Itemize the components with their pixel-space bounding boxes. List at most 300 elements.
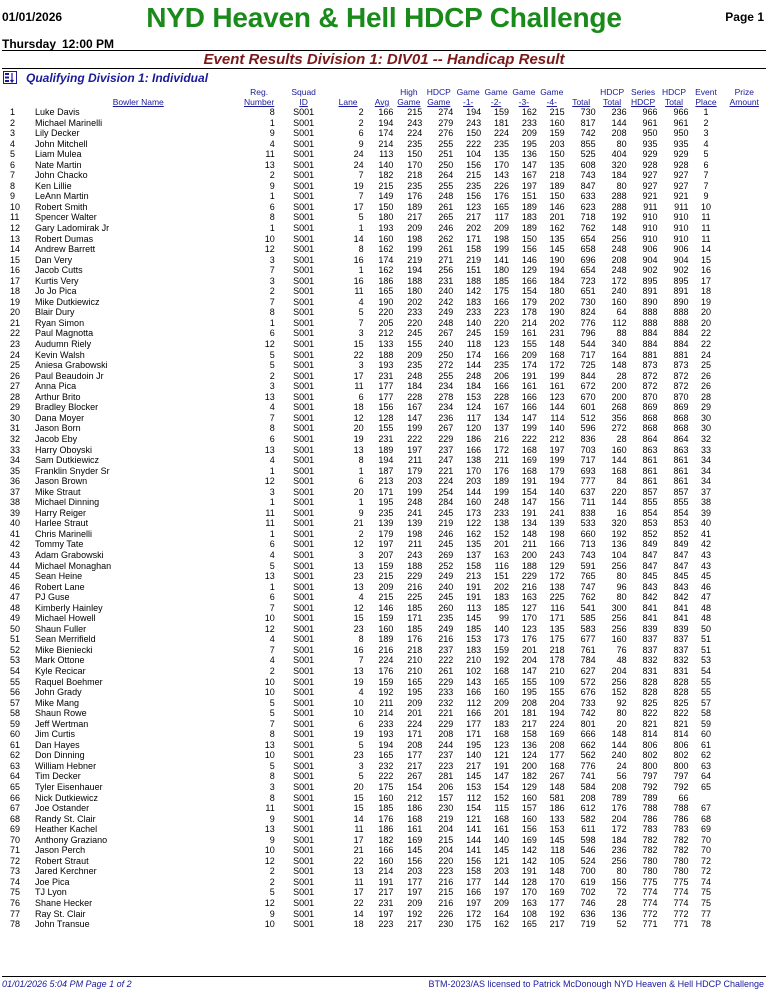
cell-bowler-name: Spencer Walter bbox=[35, 212, 97, 223]
cell-hdcp-total-2: 868 bbox=[673, 412, 689, 423]
cell-game-4: 218 bbox=[549, 644, 565, 655]
cell-game-2: 154 bbox=[493, 782, 509, 792]
cell-game-1: 213 bbox=[466, 571, 482, 582]
cell-game-1: 145 bbox=[466, 771, 482, 782]
cell-high-game: 209 bbox=[407, 898, 423, 909]
cell-hdcp-game: 267 bbox=[438, 328, 454, 339]
cell-hdcp-total-2: 910 bbox=[673, 223, 689, 234]
cell-squad-id: S001 bbox=[293, 782, 315, 792]
cell-total: 776 bbox=[580, 317, 596, 328]
cell-avg: 162 bbox=[378, 244, 394, 255]
cell-squad-id: S001 bbox=[293, 824, 315, 835]
table-row bbox=[0, 255, 766, 266]
cell-hdcp-total-2: 782 bbox=[673, 834, 689, 845]
cell-lane: 13 bbox=[353, 866, 364, 877]
cell-reg-number: 1 bbox=[269, 581, 275, 592]
cell-series-hdcp: 870 bbox=[642, 391, 658, 402]
cell-lane: 1 bbox=[358, 465, 364, 476]
table-row bbox=[0, 339, 766, 350]
cell-prize-amount bbox=[723, 708, 766, 719]
col-series-hdcp: Series HDCP bbox=[631, 87, 656, 107]
cell-total: 660 bbox=[580, 528, 596, 539]
cell-prize-amount bbox=[723, 687, 766, 698]
cell-game-2: 121 bbox=[493, 750, 509, 761]
cell-hdcp-total-2: 869 bbox=[673, 402, 689, 413]
cell-avg: 214 bbox=[378, 138, 394, 149]
cell-squad-id: S001 bbox=[293, 149, 315, 160]
cell-hdcp-total: 148 bbox=[611, 360, 627, 371]
cell-avg: 192 bbox=[378, 687, 394, 698]
cell-series-hdcp: 845 bbox=[642, 571, 658, 582]
cell-bowler-name: Nate Martin bbox=[35, 159, 82, 170]
cell-event-place: 45 bbox=[701, 571, 712, 582]
cell-event-place: 75 bbox=[701, 887, 712, 898]
cell-game-2: 223 bbox=[493, 307, 509, 318]
cell-lane: 9 bbox=[358, 138, 364, 149]
cell-series-hdcp: 774 bbox=[642, 887, 658, 898]
cell-lane: 16 bbox=[353, 254, 364, 265]
cell-hdcp-game: 240 bbox=[438, 286, 454, 297]
cell-hdcp-game: 246 bbox=[438, 528, 454, 539]
cell-hdcp-total: 200 bbox=[611, 391, 627, 402]
cell-prize-amount bbox=[723, 645, 766, 656]
cell-game-4: 150 bbox=[549, 149, 565, 160]
cell-game-2: 170 bbox=[493, 159, 509, 170]
table-row bbox=[0, 318, 766, 329]
cell-total: 762 bbox=[580, 592, 596, 603]
col-total: Total bbox=[572, 97, 591, 107]
cell-rank: 39 bbox=[10, 507, 21, 518]
cell-bowler-name: Mike Straut bbox=[35, 486, 81, 497]
cell-hdcp-total-2: 845 bbox=[673, 571, 689, 582]
cell-avg: 232 bbox=[378, 760, 394, 771]
cell-game-1: 243 bbox=[466, 117, 482, 128]
cell-bowler-name: Joe Pica bbox=[35, 876, 70, 887]
cell-avg: 215 bbox=[378, 571, 394, 582]
cell-avg: 193 bbox=[378, 729, 394, 740]
cell-squad-id: S001 bbox=[293, 528, 315, 539]
cell-avg: 216 bbox=[378, 644, 394, 655]
cell-rank: 30 bbox=[10, 412, 21, 423]
cell-high-game: 197 bbox=[407, 887, 423, 898]
cell-lane: 12 bbox=[353, 412, 364, 423]
cell-rank: 74 bbox=[10, 876, 21, 887]
cell-high-game: 189 bbox=[407, 201, 423, 212]
cell-bowler-name: Franklin Snyder Sr bbox=[35, 465, 110, 476]
cell-hdcp-total-2: 774 bbox=[673, 898, 689, 909]
cell-high-game: 194 bbox=[407, 265, 423, 276]
table-row bbox=[0, 687, 766, 698]
cell-hdcp-total-2: 780 bbox=[673, 855, 689, 866]
cell-event-place: 61 bbox=[701, 739, 712, 750]
cell-game-1: 166 bbox=[466, 687, 482, 698]
cell-event-place: 34 bbox=[701, 465, 712, 476]
cell-series-hdcp: 782 bbox=[642, 845, 658, 856]
cell-prize-amount bbox=[723, 487, 766, 498]
cell-reg-number: 1 bbox=[269, 117, 275, 128]
cell-avg: 186 bbox=[378, 824, 394, 835]
cell-series-hdcp: 929 bbox=[642, 149, 658, 160]
table-row bbox=[0, 835, 766, 846]
cell-game-1: 138 bbox=[466, 455, 482, 466]
cell-game-3: 147 bbox=[521, 159, 537, 170]
cell-total: 584 bbox=[580, 782, 596, 792]
cell-game-1: 191 bbox=[466, 592, 482, 603]
cell-hdcp-total-2: 786 bbox=[673, 813, 689, 824]
cell-game-4: 146 bbox=[549, 201, 565, 212]
cell-game-3: 147 bbox=[521, 412, 537, 423]
cell-game-1: 144 bbox=[466, 360, 482, 371]
cell-event-place: 41 bbox=[701, 528, 712, 539]
cell-hdcp-total-2: 849 bbox=[673, 539, 689, 550]
cell-game-2: 137 bbox=[493, 423, 509, 434]
cell-hdcp-total-2: 857 bbox=[673, 486, 689, 497]
cell-game-2: 189 bbox=[493, 476, 509, 487]
cell-game-3: 170 bbox=[521, 613, 537, 624]
cell-game-4: 177 bbox=[549, 750, 565, 761]
cell-game-1: 171 bbox=[466, 233, 482, 244]
cell-game-1: 124 bbox=[466, 402, 482, 413]
cell-bowler-name: Lily Decker bbox=[35, 128, 80, 139]
cell-hdcp-total: 256 bbox=[611, 676, 627, 687]
cell-game-4: 155 bbox=[549, 687, 565, 698]
cell-rank: 1 bbox=[10, 107, 16, 117]
cell-high-game: 210 bbox=[407, 665, 423, 676]
cell-avg: 233 bbox=[378, 718, 394, 729]
cell-bowler-name: Paul Beaudoin Jr bbox=[35, 370, 104, 381]
cell-game-4: 218 bbox=[549, 170, 565, 181]
cell-game-1: 143 bbox=[466, 676, 482, 687]
cell-hdcp-game: 224 bbox=[438, 476, 454, 487]
cell-reg-number: 12 bbox=[264, 244, 275, 255]
cell-event-place: 72 bbox=[701, 866, 712, 877]
cell-game-3: 160 bbox=[521, 792, 537, 803]
cell-game-1: 191 bbox=[466, 581, 482, 592]
cell-rank: 21 bbox=[10, 317, 21, 328]
cell-reg-number: 2 bbox=[269, 370, 275, 381]
cell-rank: 61 bbox=[10, 739, 21, 750]
cell-prize-amount bbox=[723, 434, 766, 445]
cell-series-hdcp: 849 bbox=[642, 539, 658, 550]
cell-hdcp-total: 320 bbox=[611, 159, 627, 170]
cell-total: 533 bbox=[580, 518, 596, 529]
cell-event-place: 47 bbox=[701, 592, 712, 603]
cell-hdcp-game: 240 bbox=[438, 581, 454, 592]
cell-hdcp-game: 249 bbox=[438, 623, 454, 634]
cell-hdcp-game: 234 bbox=[438, 381, 454, 392]
cell-reg-number: 1 bbox=[269, 465, 275, 476]
cell-hdcp-total: 136 bbox=[611, 539, 627, 550]
cell-total: 702 bbox=[580, 887, 596, 898]
cell-bowler-name: LeAnn Martin bbox=[35, 191, 89, 202]
cell-hdcp-game: 250 bbox=[438, 349, 454, 360]
table-row bbox=[0, 793, 766, 804]
cell-game-3: 179 bbox=[521, 296, 537, 307]
cell-hdcp-game: 226 bbox=[438, 908, 454, 919]
cell-avg: 209 bbox=[378, 581, 394, 592]
cell-reg-number: 7 bbox=[269, 602, 275, 613]
table-row bbox=[0, 360, 766, 371]
cell-prize-amount bbox=[723, 698, 766, 709]
cell-event-place: 75 bbox=[701, 898, 712, 909]
cell-high-game: 216 bbox=[407, 581, 423, 592]
cell-game-4: 139 bbox=[549, 518, 565, 529]
cell-series-hdcp: 927 bbox=[642, 170, 658, 181]
cell-bowler-name: Robert Dumas bbox=[35, 233, 94, 244]
cell-hdcp-total-2: 774 bbox=[673, 887, 689, 898]
cell-avg: 171 bbox=[378, 486, 394, 497]
col-game-1: Game -1- bbox=[456, 87, 480, 107]
cell-bowler-name: Gary Ladomirak Jr bbox=[35, 223, 110, 234]
cell-squad-id: S001 bbox=[293, 360, 315, 371]
cell-series-hdcp: 861 bbox=[642, 476, 658, 487]
cell-series-hdcp: 825 bbox=[642, 697, 658, 708]
cell-game-1: 219 bbox=[466, 254, 482, 265]
cell-bowler-name: John Grady bbox=[35, 687, 82, 698]
cell-rank: 64 bbox=[10, 771, 21, 782]
cell-prize-amount bbox=[723, 835, 766, 846]
cell-event-place: 15 bbox=[701, 254, 712, 265]
cell-prize-amount bbox=[723, 360, 766, 371]
cell-high-game: 188 bbox=[407, 275, 423, 286]
cell-bowler-name: Mike Mang bbox=[35, 697, 80, 708]
cell-reg-number: 9 bbox=[269, 180, 275, 191]
cell-game-4: 140 bbox=[549, 423, 565, 434]
cell-total: 585 bbox=[580, 613, 596, 624]
cell-lane: 11 bbox=[354, 876, 364, 887]
cell-high-game: 209 bbox=[407, 697, 423, 708]
cell-rank: 53 bbox=[10, 655, 21, 666]
cell-game-3: 151 bbox=[521, 191, 537, 202]
cell-event-place: 24 bbox=[701, 349, 712, 360]
cell-series-hdcp: 881 bbox=[642, 349, 658, 360]
cell-avg: 186 bbox=[378, 275, 394, 286]
cell-hdcp-total: 80 bbox=[616, 138, 627, 149]
cell-avg: 176 bbox=[378, 665, 394, 676]
cell-high-game: 220 bbox=[407, 317, 423, 328]
cell-game-4: 199 bbox=[549, 370, 565, 381]
cell-hdcp-game: 229 bbox=[438, 676, 454, 687]
cell-game-3: 199 bbox=[521, 423, 537, 434]
cell-avg: 231 bbox=[378, 370, 394, 381]
cell-hdcp-total: 96 bbox=[616, 581, 627, 592]
cell-hdcp-total-2: 771 bbox=[673, 919, 689, 930]
cell-hdcp-game: 249 bbox=[438, 571, 454, 582]
cell-rank: 51 bbox=[10, 634, 21, 645]
cell-prize-amount bbox=[723, 613, 766, 624]
cell-prize-amount bbox=[723, 212, 766, 223]
cell-reg-number: 3 bbox=[269, 381, 275, 392]
cell-avg: 194 bbox=[378, 455, 394, 466]
cell-game-3: 156 bbox=[521, 244, 537, 255]
cell-rank: 77 bbox=[10, 908, 21, 919]
cell-reg-number: 7 bbox=[269, 718, 275, 729]
cell-reg-number: 9 bbox=[269, 813, 275, 824]
cell-game-4: 123 bbox=[549, 391, 565, 402]
cell-hdcp-total: 144 bbox=[611, 455, 627, 466]
cell-lane: 1 bbox=[358, 265, 364, 276]
cell-game-1: 184 bbox=[466, 381, 482, 392]
cell-bowler-name: Jim Curtis bbox=[35, 729, 76, 740]
cell-avg: 155 bbox=[378, 423, 394, 434]
cell-rank: 19 bbox=[10, 296, 21, 307]
cell-hdcp-game: 235 bbox=[438, 613, 454, 624]
cell-game-3: 161 bbox=[521, 328, 537, 339]
cell-bowler-name: Randy St. Clair bbox=[35, 813, 96, 824]
cell-total: 761 bbox=[580, 644, 596, 655]
cell-high-game: 150 bbox=[407, 149, 423, 160]
cell-lane: 20 bbox=[353, 782, 364, 792]
cell-total: 776 bbox=[580, 760, 596, 771]
cell-game-3: 189 bbox=[521, 223, 537, 234]
cell-series-hdcp: 927 bbox=[642, 180, 658, 191]
cell-game-4: 160 bbox=[549, 117, 565, 128]
cell-lane: 23 bbox=[353, 571, 364, 582]
table-row bbox=[0, 476, 766, 487]
cell-hdcp-total-2: 895 bbox=[673, 275, 689, 286]
sort-icon[interactable] bbox=[3, 71, 17, 84]
cell-game-1: 144 bbox=[466, 834, 482, 845]
cell-game-2: 201 bbox=[493, 539, 509, 550]
cell-hdcp-total: 248 bbox=[611, 265, 627, 276]
cell-series-hdcp: 814 bbox=[642, 729, 658, 740]
cell-series-hdcp: 842 bbox=[642, 592, 658, 603]
cell-series-hdcp: 861 bbox=[642, 465, 658, 476]
cell-total: 742 bbox=[580, 128, 596, 139]
table-row bbox=[0, 466, 766, 477]
cell-series-hdcp: 868 bbox=[642, 423, 658, 434]
cell-hdcp-game: 234 bbox=[438, 402, 454, 413]
cell-lane: 2 bbox=[358, 528, 364, 539]
cell-event-place: 26 bbox=[701, 381, 712, 392]
cell-squad-id: S001 bbox=[293, 845, 315, 856]
cell-series-hdcp: 868 bbox=[642, 412, 658, 423]
cell-game-1: 166 bbox=[466, 444, 482, 455]
cell-lane: 17 bbox=[353, 887, 364, 898]
table-row bbox=[0, 202, 766, 213]
cell-prize-amount bbox=[723, 529, 766, 540]
cell-total: 611 bbox=[581, 824, 596, 835]
table-row bbox=[0, 771, 766, 782]
cell-series-hdcp: 884 bbox=[642, 339, 658, 350]
cell-prize-amount bbox=[723, 729, 766, 740]
cell-hdcp-total: 404 bbox=[611, 149, 627, 160]
cell-reg-number: 11 bbox=[265, 149, 275, 160]
cell-high-game: 224 bbox=[407, 128, 423, 139]
cell-avg: 165 bbox=[378, 750, 394, 761]
cell-bowler-name: Dan Hayes bbox=[35, 739, 80, 750]
cell-hdcp-total-2: 825 bbox=[673, 697, 689, 708]
cell-game-4: 201 bbox=[549, 212, 565, 223]
cell-bowler-name: Adam Grabowski bbox=[35, 549, 104, 560]
cell-prize-amount bbox=[723, 128, 766, 139]
cell-game-1: 217 bbox=[466, 760, 482, 771]
cell-total: 544 bbox=[580, 339, 596, 350]
cell-game-3: 169 bbox=[521, 834, 537, 845]
cell-game-1: 215 bbox=[466, 170, 482, 181]
cell-squad-id: S001 bbox=[293, 602, 315, 613]
cell-squad-id: S001 bbox=[293, 887, 315, 898]
cell-total: 541 bbox=[580, 602, 596, 613]
cell-squad-id: S001 bbox=[293, 898, 315, 909]
cell-rank: 63 bbox=[10, 760, 21, 771]
cell-total: 591 bbox=[580, 560, 596, 571]
cell-reg-number: 4 bbox=[269, 402, 275, 413]
cell-avg: 113 bbox=[379, 149, 394, 160]
cell-prize-amount bbox=[723, 898, 766, 909]
cell-high-game: 229 bbox=[407, 571, 423, 582]
cell-bowler-name: Kurtis Very bbox=[35, 275, 79, 286]
cell-hdcp-total: 288 bbox=[611, 201, 627, 212]
cell-reg-number: 4 bbox=[269, 138, 275, 149]
table-row bbox=[0, 782, 766, 793]
cell-lane: 13 bbox=[353, 444, 364, 455]
cell-game-4: 241 bbox=[549, 507, 565, 518]
cell-game-4: 177 bbox=[549, 898, 565, 909]
cell-game-2: 175 bbox=[493, 286, 509, 297]
cell-high-game: 217 bbox=[407, 212, 423, 223]
cell-avg: 235 bbox=[378, 507, 394, 518]
cell-event-place: 62 bbox=[701, 750, 712, 761]
cell-high-game: 145 bbox=[407, 845, 423, 856]
cell-lane: 5 bbox=[358, 771, 364, 782]
cell-high-game: 165 bbox=[407, 676, 423, 687]
cell-game-4: 133 bbox=[549, 813, 565, 824]
col-lane: Lane bbox=[338, 97, 358, 107]
cell-total: 627 bbox=[580, 665, 596, 676]
cell-lane: 1 bbox=[358, 223, 364, 234]
cell-lane: 12 bbox=[353, 539, 364, 550]
cell-total: 711 bbox=[581, 497, 596, 508]
cell-game-2: 123 bbox=[493, 339, 509, 350]
cell-event-place bbox=[690, 793, 723, 804]
cell-game-3: 129 bbox=[521, 265, 537, 276]
cell-hdcp-total: 184 bbox=[611, 834, 627, 845]
table-row bbox=[0, 624, 766, 635]
cell-series-hdcp: 961 bbox=[642, 117, 658, 128]
cell-game-2: 159 bbox=[493, 107, 509, 117]
cell-squad-id: S001 bbox=[293, 402, 315, 413]
cell-lane: 13 bbox=[353, 581, 364, 592]
cell-hdcp-game: 248 bbox=[438, 191, 454, 202]
cell-hdcp-total: 208 bbox=[611, 128, 627, 139]
cell-squad-id: S001 bbox=[293, 138, 315, 149]
cell-game-2: 167 bbox=[493, 402, 509, 413]
cell-reg-number: 3 bbox=[269, 782, 275, 792]
table-row bbox=[0, 297, 766, 308]
cell-hdcp-game: 223 bbox=[438, 866, 454, 877]
cell-event-place: 22 bbox=[701, 328, 712, 339]
cell-game-2: 161 bbox=[493, 824, 509, 835]
table-row bbox=[0, 118, 766, 129]
cell-hdcp-total-2: 902 bbox=[673, 265, 689, 276]
cell-reg-number: 7 bbox=[269, 412, 275, 423]
cell-avg: 166 bbox=[378, 845, 394, 856]
cell-reg-number: 3 bbox=[269, 275, 275, 286]
cell-squad-id: S001 bbox=[293, 750, 315, 761]
cell-avg: 156 bbox=[378, 402, 394, 413]
cell-game-4: 189 bbox=[549, 180, 565, 191]
table-row bbox=[0, 613, 766, 624]
cell-hdcp-total-2: 884 bbox=[673, 339, 689, 350]
cell-hdcp-game: 242 bbox=[438, 296, 454, 307]
cell-avg: 194 bbox=[378, 739, 394, 750]
cell-high-game: 199 bbox=[407, 244, 423, 255]
cell-game-1: 183 bbox=[466, 296, 482, 307]
cell-total: 741 bbox=[580, 771, 596, 782]
cell-hdcp-game: 272 bbox=[438, 360, 454, 371]
cell-rank: 44 bbox=[10, 560, 21, 571]
